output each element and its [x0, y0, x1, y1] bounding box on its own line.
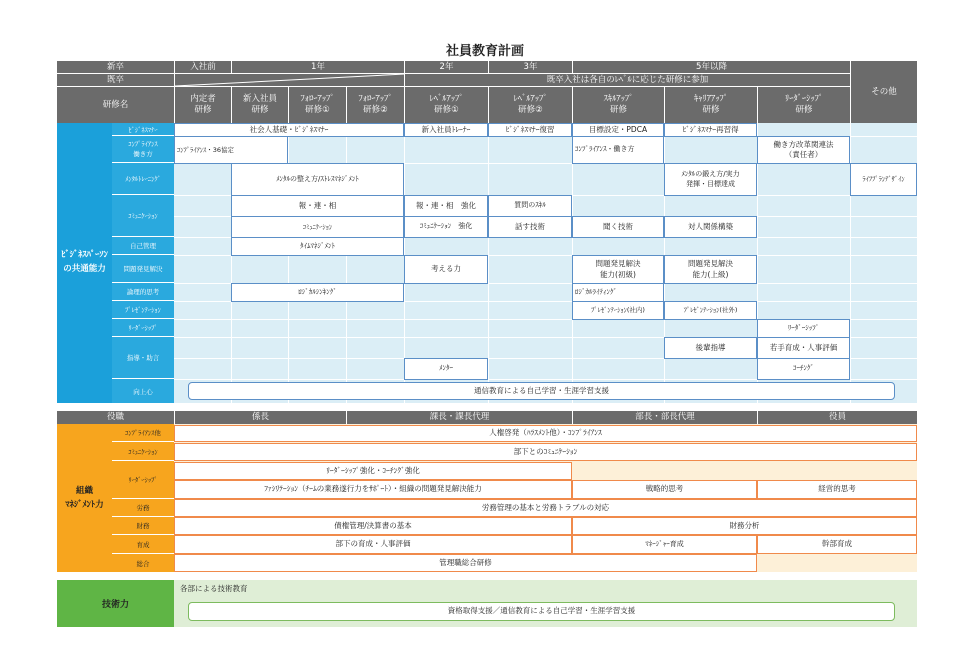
header-col-skillup: ｽｷﾙｱｯﾌﾟ 研修: [572, 86, 664, 123]
header-col-followup2: ﾌｫﾛｰｱｯﾌﾟ 研修②: [346, 86, 404, 123]
header-mid-career: 既卒: [57, 73, 174, 86]
item-thinking: 考える力: [404, 255, 488, 284]
label-org-communication: ｺﾐｭﾆｹｰｼｮﾝ: [112, 442, 174, 461]
item-self-study: 通信教育による自己学習・生涯学習支援: [188, 382, 895, 400]
item-logical-writing: ﾛｼﾞｶﾙﾗｲﾃｨﾝｸﾞ: [572, 283, 664, 302]
header-diagonal-area: [174, 73, 404, 86]
item-leadership-coaching: ﾘｰﾀﾞｰｼｯﾌﾟ強化・ｺｰﾁﾝｸﾞ強化: [174, 462, 572, 480]
section1-side-label: ﾋﾞｼﾞﾈｽﾊﾟｰｿﾝ の共通能力: [57, 123, 112, 403]
item-junior-guidance: 後輩指導: [664, 337, 757, 359]
section3-side-label: 技術力: [57, 580, 174, 627]
label-development: 育成: [112, 535, 174, 554]
item-debt: 債権管理/決算書の基本: [174, 517, 572, 535]
label-mental-training: ﾒﾝﾀﾙﾄﾚｰﾆﾝｸﾞ: [112, 163, 174, 195]
item-management-thinking: 経営的思考: [757, 480, 917, 499]
label-presentation: ﾌﾟﾚｾﾞﾝﾃｰｼｮﾝ: [112, 301, 174, 319]
header-col-new-employee: 新入社員 研修: [231, 86, 288, 123]
label-guidance: 指導・助言: [112, 337, 174, 379]
header-col-other: その他: [850, 61, 917, 123]
header-col-offer: 内定者 研修: [174, 86, 231, 123]
item-business-manner: 社会人基礎・ﾋﾞｼﾞﾈｽﾏﾅｰ: [174, 123, 404, 137]
item-sub-communication: 部下とのｺﾐｭﾆｹｰｼｮﾝ: [174, 443, 917, 461]
item-problem-adv: 問題発見解決 能力(上級): [664, 255, 757, 284]
header-year3: 3年: [488, 61, 572, 73]
label-problem-solving: 問題発見解決: [112, 255, 174, 283]
item-leadership: ﾘｰﾀﾞｰｼｯﾌﾟ: [757, 319, 850, 338]
item-qualification: 資格取得支援／通信教育による自己学習・生涯学習支援: [188, 602, 895, 621]
item-mental-strength: ﾒﾝﾀﾙの鍛え方/実力 発揮・目標達成: [664, 163, 757, 196]
item-logical-thinking: ﾛｼﾞｶﾙｼﾝｷﾝｸﾞ: [231, 283, 404, 302]
item-communication-strong: ｺﾐｭﾆｹｰｼｮﾝ 強化: [404, 216, 488, 238]
item-new-trainer: 新入社員ﾄﾚｰﾅｰ: [404, 123, 488, 137]
item-speaking: 話す技術: [488, 216, 572, 238]
item-human-rights: 人権啓発（ﾊﾗｽﾒﾝﾄ他）・ｺﾝﾌﾟﾗｲｱﾝｽ: [174, 425, 917, 442]
header-new-grad: 新卒: [57, 61, 174, 73]
item-hourensou: 報・連・相: [231, 195, 404, 217]
item-compliance-work: ｺﾝﾌﾟﾗｲｱﾝｽ・働き方: [572, 136, 664, 164]
item-problem-basic: 問題発見解決 能力(初級): [572, 255, 664, 284]
section2-header-section-chief: 課長・課長代理: [346, 411, 572, 424]
label-communication: ｺﾐｭﾆｹｰｼｮﾝ: [112, 195, 174, 237]
label-org-leadership: ﾘｰﾀﾞｰｼｯﾌﾟ: [112, 461, 174, 499]
label-self-management: 自己管理: [112, 237, 174, 255]
item-manner-review: ﾋﾞｼﾞﾈｽﾏﾅｰ復習: [488, 123, 572, 137]
item-presentation-out: ﾌﾟﾚｾﾞﾝﾃｰｼｮﾝ(社外): [664, 301, 757, 320]
item-executive-training: 幹部育成: [757, 535, 917, 554]
label-compliance: ｺﾝﾌﾟﾗｲｱﾝｽ 働き方: [112, 136, 174, 163]
label-leadership: ﾘｰﾀﾞｰｼｯﾌﾟ: [112, 319, 174, 337]
item-question-skill: 質問のｽｷﾙ: [488, 195, 572, 217]
item-manager-training: ﾏﾈｰｼﾞｬｰ育成: [572, 535, 757, 554]
label-labor: 労務: [112, 499, 174, 517]
item-hourensou-strong: 報・連・相 強化: [404, 195, 488, 217]
section2-header-executive: 役員: [757, 411, 917, 424]
item-coaching: ｺｰﾁﾝｸﾞ: [757, 358, 850, 380]
item-labor: 労務管理の基本と労務トラブルの対応: [174, 499, 917, 517]
section2-header-chief: 係長: [174, 411, 346, 424]
section2-header-label: 役職: [57, 411, 174, 424]
label-aspiration: 向上心: [112, 379, 174, 403]
header-col-levelup1: ﾚﾍﾞﾙｱｯﾌﾟ 研修①: [404, 86, 488, 123]
item-financial-analysis: 財務分析: [572, 517, 917, 535]
item-communication: ｺﾐｭﾆｹｰｼｮﾝ: [231, 216, 404, 238]
item-strategic: 戦略的思考: [572, 480, 757, 499]
item-manner-retraining: ﾋﾞｼﾞﾈｽﾏﾅｰ再習得: [664, 123, 757, 137]
item-facilitation: ﾌｧｼﾘﾃｰｼｮﾝ（ﾁｰﾑの業務遂行力をｻﾎﾟｰﾄ）・組織の問題発見解決能力: [174, 480, 572, 499]
item-time-mgmt: ﾀｲﾑﾏﾈｼﾞﾒﾝﾄ: [231, 237, 404, 256]
item-compliance-36: ｺﾝﾌﾟﾗｲｱﾝｽ・36協定: [174, 136, 288, 164]
label-finance: 財務: [112, 517, 174, 535]
header-year5: 5年以降: [572, 61, 850, 73]
page-title: 社員教育計画: [445, 44, 524, 59]
header-col-careerup: ｷｬﾘｱｱｯﾌﾟ 研修: [664, 86, 757, 123]
header-year1: 1年: [231, 61, 404, 73]
label-business-manner: ﾋﾞｼﾞﾈｽﾏﾅｰ: [112, 123, 174, 136]
header-mid-career-note: 既卒入社は各自のﾚﾍﾞﾙに応じた研修に参加: [404, 73, 850, 86]
item-dept-training: 各部による技術教育: [180, 584, 248, 594]
item-presentation-in: ﾌﾟﾚｾﾞﾝﾃｰｼｮﾝ(社内): [572, 301, 664, 320]
header-col-levelup2: ﾚﾍﾞﾙｱｯﾌﾟ 研修②: [488, 86, 572, 123]
item-listening: 聞く技術: [572, 216, 664, 238]
item-work-reform: 働き方改革関連法 （責任者）: [757, 136, 850, 164]
label-compliance-etc: ｺﾝﾌﾟﾗｲｱﾝｽ他: [112, 424, 174, 442]
item-goal-pdca: 目標設定・PDCA: [572, 123, 664, 137]
item-relations: 対人関係構築: [664, 216, 757, 238]
item-life-plan: ﾗｲﾌﾌﾟﾗﾝﾃﾞｻﾞｲﾝ: [850, 163, 917, 196]
item-sub-training: 部下の育成・人事評価: [174, 535, 572, 554]
item-young-training: 若手育成・人事評価: [757, 337, 850, 359]
section2-header-dept-head: 部長・部長代理: [572, 411, 757, 424]
header-before-join: 入社前: [174, 61, 231, 73]
item-mentor: ﾒﾝﾀｰ: [404, 358, 488, 380]
header-col-followup1: ﾌｫﾛｰｱｯﾌﾟ 研修①: [288, 86, 346, 123]
header-training-name: 研修名: [57, 86, 174, 123]
label-logical-thinking: 論理的思考: [112, 283, 174, 301]
header-year2: 2年: [404, 61, 488, 73]
header-col-leadership: ﾘｰﾀﾞｰｼｯﾌﾟ 研修: [757, 86, 850, 123]
item-mental: ﾒﾝﾀﾙの整え方/ｽﾄﾚｽﾏﾈｼﾞﾒﾝﾄ: [231, 163, 404, 196]
item-general: 管理職総合研修: [174, 554, 757, 572]
label-general: 総合: [112, 554, 174, 572]
section2-side-label: 組織 ﾏﾈｼﾞﾒﾝﾄ力: [57, 424, 112, 572]
